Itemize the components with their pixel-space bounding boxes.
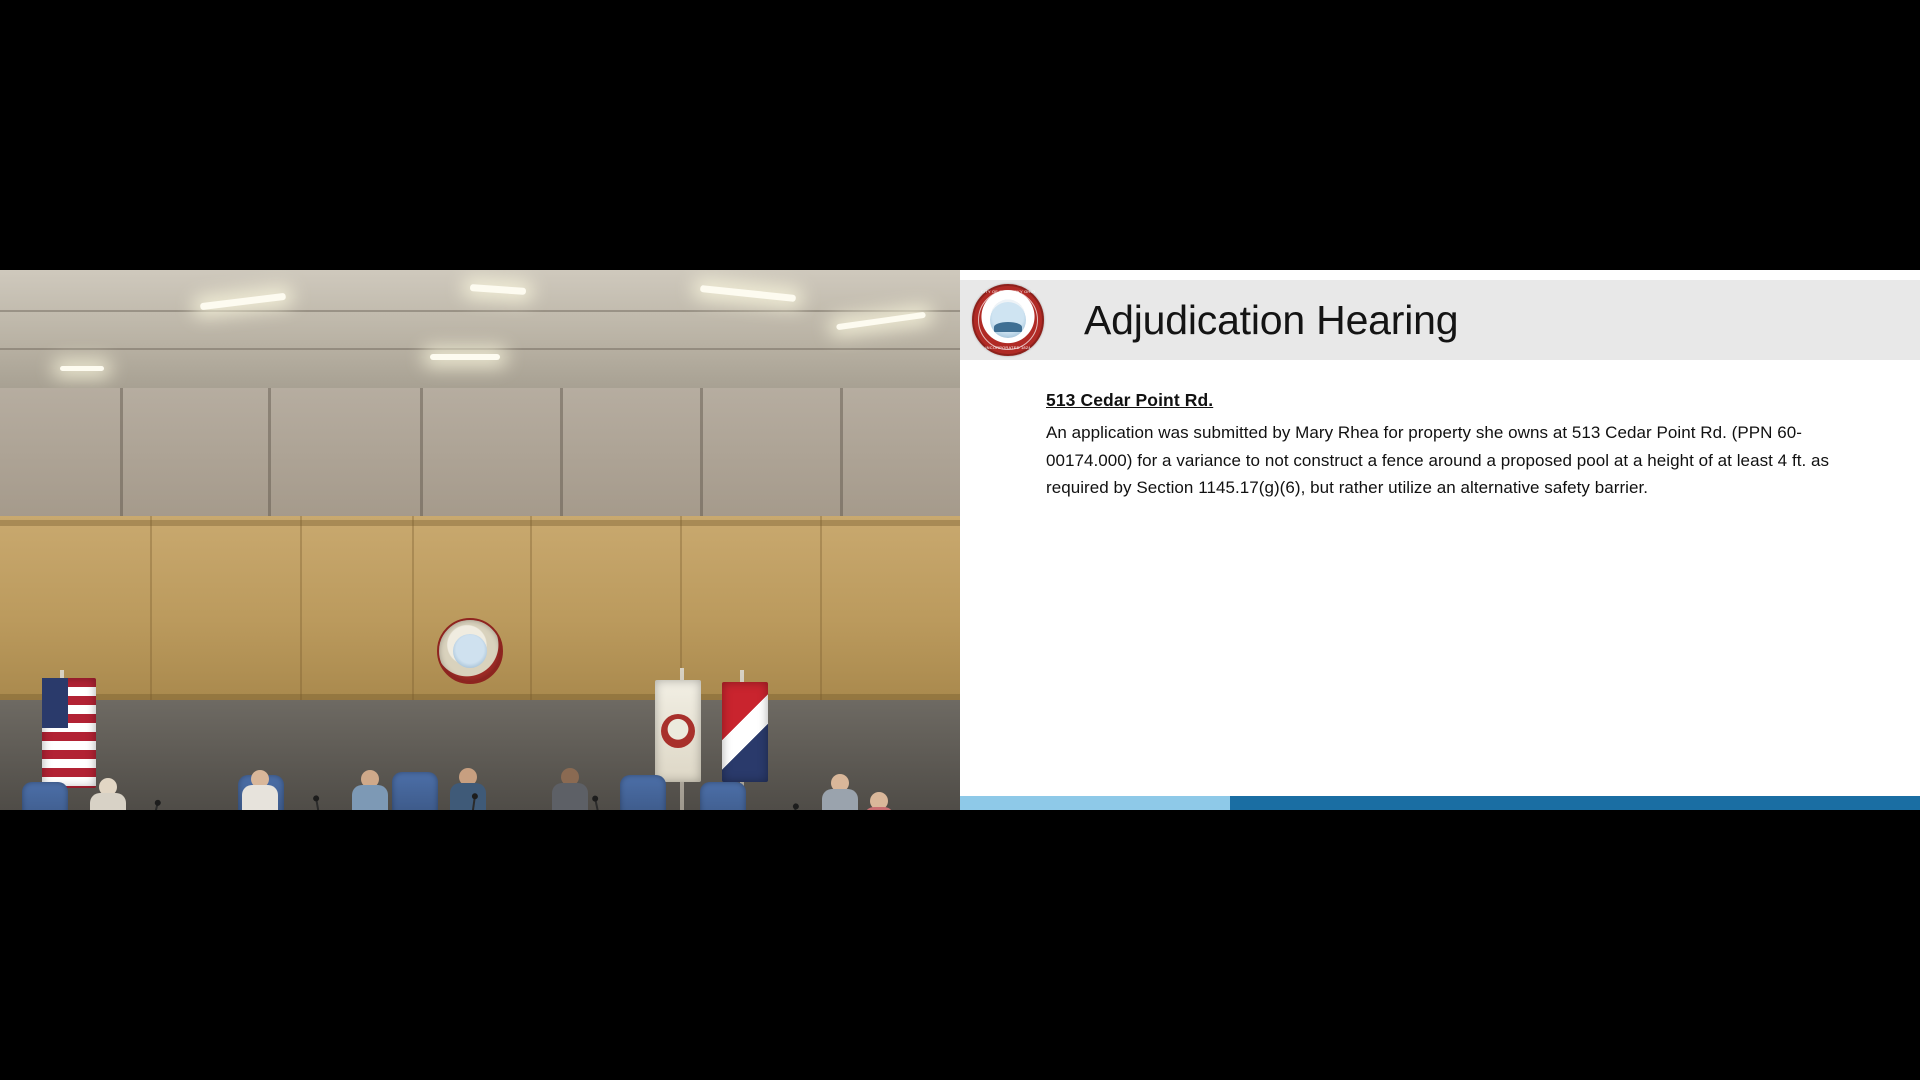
footer-accent-dark	[1230, 796, 1920, 810]
wood-trim	[0, 520, 960, 526]
wood-seam	[300, 516, 302, 706]
wood-seam	[820, 516, 822, 706]
dais-seat	[700, 782, 746, 810]
seal-top-text: CITY OF SANDUSKY OHIO	[980, 289, 1036, 294]
torso	[242, 785, 278, 810]
clerk	[862, 792, 896, 810]
upper-wall	[0, 388, 960, 518]
wall-city-seal-icon	[437, 618, 503, 684]
wall-panel-seam	[120, 388, 123, 518]
wall-panel-seam	[420, 388, 423, 518]
council-chamber-video[interactable]	[0, 270, 960, 810]
council-member	[240, 770, 280, 810]
dais-seat	[392, 772, 438, 810]
torso	[864, 807, 894, 810]
council-member	[88, 778, 128, 810]
slide-logo-container	[960, 280, 1056, 360]
wood-seam	[150, 516, 152, 706]
us-flag-icon	[42, 678, 96, 788]
ceiling-seam	[0, 310, 960, 312]
wood-seam	[530, 516, 532, 706]
council-member	[448, 768, 488, 810]
torso	[352, 785, 388, 810]
city-flag-icon	[655, 680, 701, 782]
ceiling-seam	[0, 348, 960, 350]
council-member	[820, 774, 860, 810]
council-member	[550, 768, 590, 810]
torso	[90, 793, 126, 810]
ceiling-light	[430, 354, 500, 360]
letterboxed-content	[0, 270, 1920, 810]
dais-seat	[620, 775, 666, 810]
dais-seat	[22, 782, 68, 810]
wall-panel-seam	[268, 388, 271, 518]
slide-footer-accent	[960, 796, 1920, 810]
slide-title-bar	[1056, 280, 1920, 360]
wall-city-seal-emblem	[453, 634, 487, 668]
city-flag-seal	[661, 714, 695, 748]
wall-panel-seam	[700, 388, 703, 518]
slide-paragraph: An application was submitted by Mary Rhea for property she owns at 513 Cedar Point Rd. (PPN 60-00174.000) for a variance to not construct a fence around a proposed pool at a height of at least 4 ft. as required by Section 1145.17(g)(6), but rather utilize an alternative safety barrier.	[1046, 423, 1830, 498]
slide-subtitle: 513 Cedar Point Rd.	[1046, 390, 1214, 410]
slide-body	[1046, 390, 1846, 502]
council-member	[350, 770, 390, 810]
presentation-slide[interactable]	[960, 270, 1920, 810]
seal-emblem	[990, 302, 1026, 338]
slide-title: Adjudication Hearing	[1084, 296, 1459, 343]
wood-seam	[412, 516, 414, 706]
torso	[552, 783, 588, 810]
seal-bottom-text: INCORPORATED 1824	[985, 345, 1031, 350]
slide-header	[960, 280, 1920, 360]
torso	[822, 789, 858, 810]
torso	[450, 783, 486, 810]
ohio-flag-icon	[722, 682, 768, 782]
city-of-sandusky-seal-icon	[972, 284, 1044, 356]
wall-panel-seam	[560, 388, 563, 518]
ceiling-light	[60, 366, 104, 371]
footer-accent-light	[960, 796, 1230, 810]
wall-panel-seam	[840, 388, 843, 518]
